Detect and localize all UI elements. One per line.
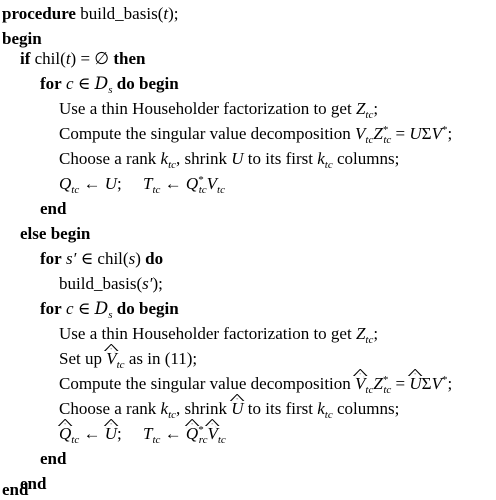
line-else: [20, 221, 90, 247]
line-rank-2: Choose a rank $k_{tc}$, shrink U ^ to its first $k_{tc}$ columns;: [59, 396, 399, 422]
line-for-children: for s′ ∈ chil(s) do: [40, 249, 164, 268]
keyword-end: end: [20, 474, 47, 493]
keyword-for: for: [40, 299, 62, 318]
line-householder-1: Use a thin Householder factorization to get $Z_{tc}$;: [59, 99, 379, 121]
keyword-procedure: procedure: [2, 4, 76, 23]
line-svd-1: Compute the singular value decomposition $V_{tc}Z^*_{tc} = U\Sigma V^*$;: [59, 124, 453, 146]
line-if: if chil(t) = ∅ then: [20, 49, 146, 68]
text-use-thin: Use a thin Householder factorization to get: [59, 99, 356, 118]
keyword-for: for: [40, 249, 62, 268]
text-compute-svd: Compute the singular value decomposition: [59, 124, 356, 143]
line-for-c-1: for c ∈ $D_s$ do begin: [40, 74, 179, 96]
keyword-end: end: [2, 480, 29, 499]
keyword-for: for: [40, 74, 62, 93]
procedure-name: build_basis: [80, 4, 158, 23]
procedure-name-call: build_basis: [59, 274, 137, 293]
keyword-begin: begin: [139, 74, 179, 93]
line-end-procedure: [2, 480, 28, 500]
line-svd-2: Compute the singular value decomposition V $\^{}_{tc}Z^*_{tc} = U$ ^ΣV*;: [59, 371, 452, 397]
keyword-end: end: [40, 199, 67, 218]
func-chil: chil: [34, 49, 61, 68]
keyword-do: do: [116, 74, 135, 93]
text-choose-rank: Choose a rank: [59, 149, 161, 168]
in-symbol: ∈: [73, 74, 95, 93]
keyword-then: then: [113, 49, 146, 68]
text-set-up: Set up: [59, 349, 107, 368]
keyword-else: else: [20, 224, 47, 243]
procedure-header: procedure build_basis(t);: [2, 4, 179, 23]
line-assign-1: $Q_{tc}$ ← U; $T_{tc}$ ← $Q^*_{tc}V_{tc}$: [59, 174, 225, 196]
keyword-end: end: [40, 449, 67, 468]
line-assign-2: Q $\^{}_{tc}$ ← U ^; $T_{tc}$ ← Q $\^{}^*_{rc}V$ $\^{}_{tc}$: [59, 421, 226, 447]
line-end-for-2: [40, 446, 66, 472]
keyword-do: do: [145, 249, 164, 268]
keyword-begin: begin: [2, 29, 42, 48]
keyword-begin: begin: [50, 224, 91, 243]
line-for-c-2: for c ∈ $D_s$ do begin: [40, 299, 179, 321]
line-setup: Set up V $\^{}_{tc}$ as in (11);: [59, 346, 197, 372]
line-recursive-call: build_basis(s′);: [59, 274, 163, 293]
keyword-if: if: [20, 49, 31, 68]
line-end-for-1: [40, 196, 66, 222]
keyword-begin: begin: [139, 299, 179, 318]
keyword-do: do: [116, 299, 135, 318]
empty-set-eq: = ∅: [76, 49, 114, 68]
line-householder-2: Use a thin Householder factorization to get $Z_{tc}$;: [59, 324, 379, 346]
line-rank-1: Choose a rank $k_{tc}$, shrink U to its first $k_{tc}$ columns;: [59, 149, 400, 171]
